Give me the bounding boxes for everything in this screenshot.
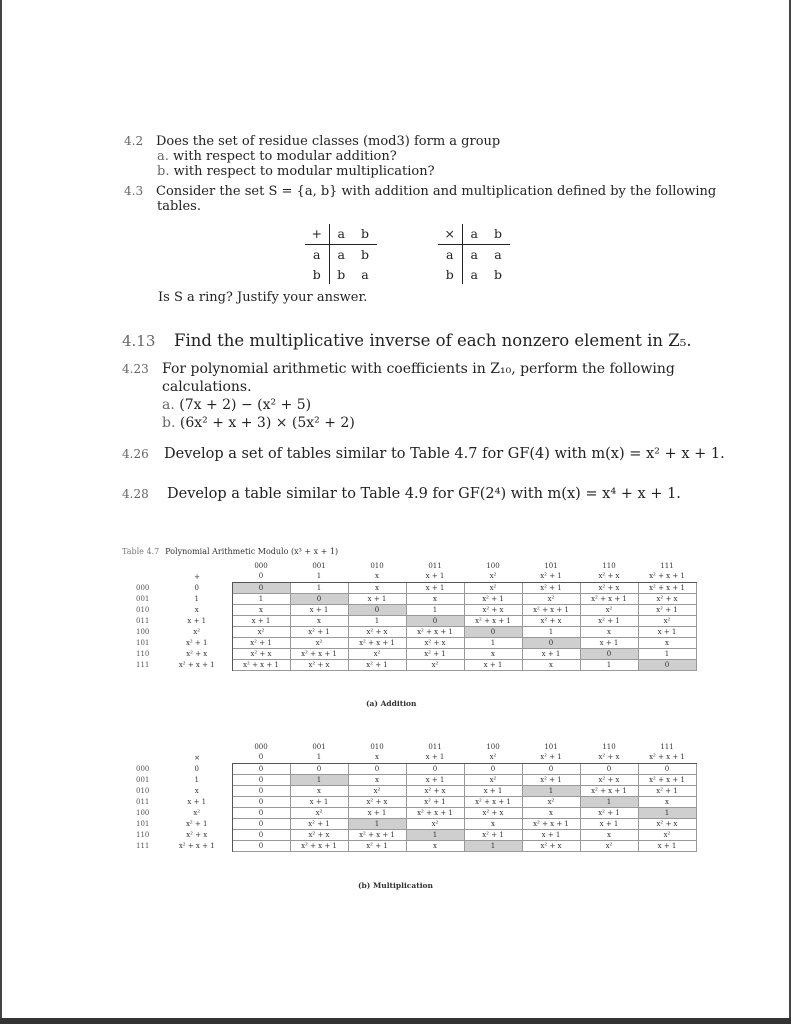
table-cell: x + 1 <box>348 593 406 604</box>
gf8-multiplication-table <box>136 741 697 852</box>
table-cell: x² + x + 1 <box>348 829 406 840</box>
table-cell: x² + x <box>290 659 348 670</box>
col-header-binary: 110 <box>602 742 616 751</box>
op-symbol: + <box>305 224 329 244</box>
table-cell: 0 <box>232 796 290 807</box>
table-cell: x² + 1 <box>638 604 696 615</box>
table-cell: x² <box>464 582 522 593</box>
table-cell: 0 <box>290 763 348 774</box>
corner-blank <box>136 741 162 752</box>
problem-text: For polynomial arithmetic with coefficients in Z₁₀, perform the following <box>162 361 675 377</box>
problem-4-26 <box>122 445 725 463</box>
row-header-binary: 001 <box>136 775 150 784</box>
problem-text-cont: tables. <box>157 199 201 214</box>
op-symbol: × <box>194 753 200 762</box>
table-cell: x + 1 <box>464 659 522 670</box>
table-cell: 0 <box>232 763 290 774</box>
item-text: with respect to modular multiplication? <box>173 164 435 179</box>
table-cell: 0 <box>232 582 290 593</box>
table-cell: x + 1 <box>522 829 580 840</box>
table-cell: x² + x <box>464 604 522 615</box>
problem-number: 4.26 <box>122 447 149 461</box>
item-letter: a. <box>157 149 169 164</box>
problem-4-3 <box>124 184 716 214</box>
row-header-poly: x² + x <box>162 829 232 840</box>
table-cell: 0 <box>232 840 290 851</box>
problem-number: 4.23 <box>122 362 149 376</box>
page-edge-left <box>0 0 2 1024</box>
row-header-binary: 011 <box>136 797 150 806</box>
table-cell: x + 1 <box>232 615 290 626</box>
table-cell: x + 1 <box>580 818 638 829</box>
table-cell: 1 <box>290 774 348 785</box>
table-cell: x² <box>290 807 348 818</box>
table-cell: x² + x <box>580 774 638 785</box>
table-cell: x + 1 <box>464 785 522 796</box>
table-cell: x + 1 <box>290 796 348 807</box>
table-cell: x² + 1 <box>406 648 464 659</box>
table-cell: x² + x <box>406 785 464 796</box>
row-header-poly: x² + 1 <box>162 818 232 829</box>
table-cell: 0 <box>406 763 464 774</box>
table-cell: x² + x + 1 <box>406 807 464 818</box>
table-cell: x² + 1 <box>522 774 580 785</box>
problem-4-23 <box>122 360 675 432</box>
table-cell: x² + 1 <box>464 829 522 840</box>
col-header: b <box>486 224 510 244</box>
table-cell: x² + x <box>232 648 290 659</box>
item-letter: b. <box>162 415 176 431</box>
multiplication-table-s <box>438 224 510 284</box>
row-header: b <box>438 264 462 284</box>
table-cell: x² + 1 <box>522 582 580 593</box>
table-cell: 1 <box>232 593 290 604</box>
col-header-binary: 010 <box>370 561 384 570</box>
col-header: a <box>462 224 486 244</box>
problem-text: Develop a set of tables similar to Table 4.7 for GF(4) with m(x) = x² + x + 1. <box>164 446 725 462</box>
table-cell: 0 <box>638 659 696 670</box>
table-cell: 0 <box>522 763 580 774</box>
table-cell: 0 <box>464 626 522 637</box>
row-header-poly: x + 1 <box>162 615 232 626</box>
item-text: with respect to modular addition? <box>173 149 397 164</box>
corner-blank <box>136 560 162 571</box>
col-header-poly: x² + x <box>580 571 638 582</box>
table-cell: a <box>337 246 345 262</box>
table-cell: x <box>406 593 464 604</box>
table-cell: x² + x + 1 <box>232 659 290 670</box>
table-cell: x² <box>348 785 406 796</box>
table-cell: a <box>470 246 478 262</box>
table-cell: x <box>232 604 290 615</box>
table-cell: x² + x <box>348 796 406 807</box>
table-cell: x² + x <box>406 637 464 648</box>
table-cell: 0 <box>232 785 290 796</box>
table-cell: x + 1 <box>348 807 406 818</box>
table-cell: x <box>290 785 348 796</box>
table-cell: x² + x + 1 <box>290 648 348 659</box>
table-cell: x² + 1 <box>580 615 638 626</box>
item-letter: b. <box>157 164 170 179</box>
row-header-binary: 001 <box>136 594 150 603</box>
col-header-poly: x² + x + 1 <box>638 752 696 763</box>
table-cell: 0 <box>638 763 696 774</box>
row-header-binary: 100 <box>136 808 150 817</box>
table-cell: x + 1 <box>406 774 464 785</box>
col-header-poly: x² + x + 1 <box>638 571 696 582</box>
table-cell: x² + x <box>638 818 696 829</box>
row-header-poly: 1 <box>162 774 232 785</box>
table-cell: x² <box>638 615 696 626</box>
table-cell: 1 <box>580 796 638 807</box>
row-header-binary: 110 <box>136 830 150 839</box>
table-cell: x² <box>580 840 638 851</box>
table-cell: b <box>360 246 369 262</box>
row-header-binary: 111 <box>136 660 150 669</box>
table-cell: x² + 1 <box>406 796 464 807</box>
row-header-binary: 101 <box>136 638 150 647</box>
table-cell: x + 1 <box>638 840 696 851</box>
col-header-binary: 011 <box>428 561 442 570</box>
row-header-poly: x + 1 <box>162 796 232 807</box>
gf8-addition-table <box>136 560 697 671</box>
row-header: a <box>438 244 462 264</box>
table-caption <box>122 547 338 556</box>
corner-blank <box>136 752 162 763</box>
col-header-binary: 000 <box>254 561 268 570</box>
table-cell: a <box>470 266 478 282</box>
table-label: Table 4.7 <box>122 547 160 556</box>
table-cell: x² + 1 <box>232 637 290 648</box>
col-header-binary: 100 <box>486 561 500 570</box>
col-header-poly: x <box>348 571 406 582</box>
col-header-poly: x² + 1 <box>522 752 580 763</box>
row-header-poly: 0 <box>162 763 232 774</box>
table-cell: 1 <box>290 582 348 593</box>
col-header-binary: 111 <box>660 561 674 570</box>
problem-4-2 <box>124 134 500 179</box>
problem-text: Find the multiplicative inverse of each nonzero element in Z₅. <box>174 331 692 350</box>
table-cell: x + 1 <box>580 637 638 648</box>
col-header-binary: 111 <box>660 742 674 751</box>
col-header-poly: x + 1 <box>406 571 464 582</box>
table-cell: a <box>494 246 502 262</box>
table-cell: x² + x + 1 <box>522 818 580 829</box>
table-cell: 0 <box>290 593 348 604</box>
table-cell: x + 1 <box>290 604 348 615</box>
table-cell: 1 <box>348 615 406 626</box>
row-header-poly: 1 <box>162 593 232 604</box>
table-cell: x² + 1 <box>290 626 348 637</box>
row-header-binary: 110 <box>136 649 150 658</box>
col-header-poly: 0 <box>232 752 290 763</box>
col-header-poly: 1 <box>290 571 348 582</box>
col-header-poly: x² + 1 <box>522 571 580 582</box>
table-cell: x² + x + 1 <box>464 796 522 807</box>
table-cell: x <box>290 615 348 626</box>
multiplication-caption: (b) Multiplication <box>358 881 434 890</box>
table-cell: 1 <box>406 829 464 840</box>
table-cell: x <box>348 774 406 785</box>
table-cell: x² + x <box>522 840 580 851</box>
table-cell: x <box>464 818 522 829</box>
row-header-binary: 010 <box>136 786 150 795</box>
op-symbol: + <box>194 572 200 581</box>
row-header: b <box>305 264 329 284</box>
col-header: a <box>329 224 353 244</box>
corner-blank <box>162 741 232 752</box>
col-header-poly: x² <box>464 752 522 763</box>
col-header: b <box>353 224 377 244</box>
corner-blank <box>162 560 232 571</box>
problem-number: 4.3 <box>124 184 144 198</box>
table-cell: x <box>638 637 696 648</box>
problem-number: 4.2 <box>124 134 144 148</box>
row-header-binary: 010 <box>136 605 150 614</box>
table-cell: x <box>464 648 522 659</box>
corner-blank <box>136 571 162 582</box>
item-letter: a. <box>162 397 175 413</box>
col-header-poly: x² <box>464 571 522 582</box>
table-cell: x² <box>290 637 348 648</box>
table-cell: 1 <box>406 604 464 615</box>
table-cell: 1 <box>638 807 696 818</box>
table-cell: 0 <box>406 615 464 626</box>
table-cell: x² + 1 <box>464 593 522 604</box>
table-cell: x <box>580 626 638 637</box>
row-header-poly: x² <box>162 807 232 818</box>
row-header-poly: x² <box>162 626 232 637</box>
table-cell: x <box>406 840 464 851</box>
table-cell: x² <box>232 626 290 637</box>
row-header-poly: x <box>162 785 232 796</box>
table-cell: 0 <box>580 763 638 774</box>
col-header-binary: 010 <box>370 742 384 751</box>
table-cell: b <box>337 266 346 282</box>
col-header-binary: 001 <box>312 742 326 751</box>
col-header-binary: 101 <box>544 742 558 751</box>
table-cell: x² <box>348 648 406 659</box>
table-cell: 1 <box>464 840 522 851</box>
table-cell: x² + x + 1 <box>348 637 406 648</box>
table-cell: 0 <box>348 763 406 774</box>
item-text: (6x² + x + 3) × (5x² + 2) <box>179 415 355 431</box>
col-header-poly: x² + x <box>580 752 638 763</box>
table-cell: x <box>348 582 406 593</box>
table-cell: 0 <box>348 604 406 615</box>
row-header-poly: x² + x <box>162 648 232 659</box>
col-header-binary: 100 <box>486 742 500 751</box>
table-cell: 0 <box>522 637 580 648</box>
problem-4-28 <box>122 485 681 503</box>
addition-caption: (a) Addition <box>366 699 417 708</box>
table-cell: x² + x + 1 <box>464 615 522 626</box>
table-cell: x <box>580 829 638 840</box>
col-header-binary: 110 <box>602 561 616 570</box>
op-symbol: × <box>438 224 462 244</box>
table-cell: x² + 1 <box>348 840 406 851</box>
problem-number: 4.28 <box>122 487 149 501</box>
col-header-binary: 101 <box>544 561 558 570</box>
table-cell: x² + x <box>522 615 580 626</box>
table-cell: x <box>638 796 696 807</box>
table-cell: 0 <box>464 763 522 774</box>
row-header-poly: x² + x + 1 <box>162 659 232 670</box>
row-header-poly: 0 <box>162 582 232 593</box>
item-text: (7x + 2) − (x² + 5) <box>179 397 312 413</box>
row-header-binary: 011 <box>136 616 150 625</box>
row-header-binary: 111 <box>136 841 150 850</box>
row-header: a <box>305 244 329 264</box>
table-cell: x² <box>638 829 696 840</box>
table-cell: x² + x + 1 <box>522 604 580 615</box>
table-cell: x² + 1 <box>638 785 696 796</box>
table-cell: x² <box>522 796 580 807</box>
addition-table-s <box>305 224 377 284</box>
table-cell: x² <box>522 593 580 604</box>
table-cell: a <box>361 266 369 282</box>
table-cell: x <box>522 807 580 818</box>
table-cell: x² <box>406 818 464 829</box>
table-cell: x² + 1 <box>290 818 348 829</box>
table-cell: 1 <box>580 659 638 670</box>
table-cell: x² + x + 1 <box>406 626 464 637</box>
problem-4-13 <box>122 331 692 351</box>
table-cell: 0 <box>232 829 290 840</box>
table-cell: x² + x + 1 <box>580 593 638 604</box>
table-cell: x² <box>464 774 522 785</box>
table-cell: x² + x + 1 <box>580 785 638 796</box>
row-header-binary: 100 <box>136 627 150 636</box>
table-title: Polynomial Arithmetic Modulo (x³ + x + 1) <box>165 547 339 556</box>
col-header-poly: 1 <box>290 752 348 763</box>
problem-text: Does the set of residue classes (mod3) form a group <box>156 134 501 149</box>
row-header-poly: x <box>162 604 232 615</box>
page-edge-bottom <box>0 1018 791 1024</box>
col-header-binary: 000 <box>254 742 268 751</box>
table-cell: 0 <box>232 807 290 818</box>
table-cell: x² + x <box>290 829 348 840</box>
problem-text-cont: calculations. <box>162 379 252 395</box>
table-cell: x² + x <box>638 593 696 604</box>
table-cell: 1 <box>638 648 696 659</box>
table-cell: 1 <box>348 818 406 829</box>
table-cell: 1 <box>464 637 522 648</box>
problem-text: Consider the set S = {a, b} with addition and multiplication defined by the following <box>156 184 717 199</box>
table-cell: x + 1 <box>638 626 696 637</box>
table-cell: x² + x <box>348 626 406 637</box>
table-cell: x² + 1 <box>580 807 638 818</box>
table-cell: x² + x <box>464 807 522 818</box>
col-header-poly: x + 1 <box>406 752 464 763</box>
table-cell: x + 1 <box>406 582 464 593</box>
problem-number: 4.13 <box>122 332 156 350</box>
table-cell: 0 <box>580 648 638 659</box>
table-cell: x <box>522 659 580 670</box>
row-header-binary: 101 <box>136 819 150 828</box>
col-header-poly: x <box>348 752 406 763</box>
row-header-poly: x² + 1 <box>162 637 232 648</box>
row-header-binary: 000 <box>136 583 150 592</box>
table-cell: x² + x + 1 <box>638 582 696 593</box>
row-header-binary: 000 <box>136 764 150 773</box>
table-cell: x² + 1 <box>348 659 406 670</box>
col-header-poly: 0 <box>232 571 290 582</box>
table-cell: x² + x + 1 <box>290 840 348 851</box>
table-cell: 1 <box>522 785 580 796</box>
table-cell: x + 1 <box>522 648 580 659</box>
table-cell: b <box>493 266 502 282</box>
table-cell: 1 <box>522 626 580 637</box>
table-cell: 0 <box>232 774 290 785</box>
table-cell: x² <box>580 604 638 615</box>
table-cell: x² + x <box>580 582 638 593</box>
table-cell: 0 <box>232 818 290 829</box>
col-header-binary: 001 <box>312 561 326 570</box>
row-header-poly: x² + x + 1 <box>162 840 232 851</box>
table-cell: x² <box>406 659 464 670</box>
problem-text: Develop a table similar to Table 4.9 for GF(2⁴) with m(x) = x⁴ + x + 1. <box>167 486 681 502</box>
problem-4-3-question: Is S a ring? Justify your answer. <box>158 290 368 305</box>
table-cell: x² + x + 1 <box>638 774 696 785</box>
col-header-binary: 011 <box>428 742 442 751</box>
